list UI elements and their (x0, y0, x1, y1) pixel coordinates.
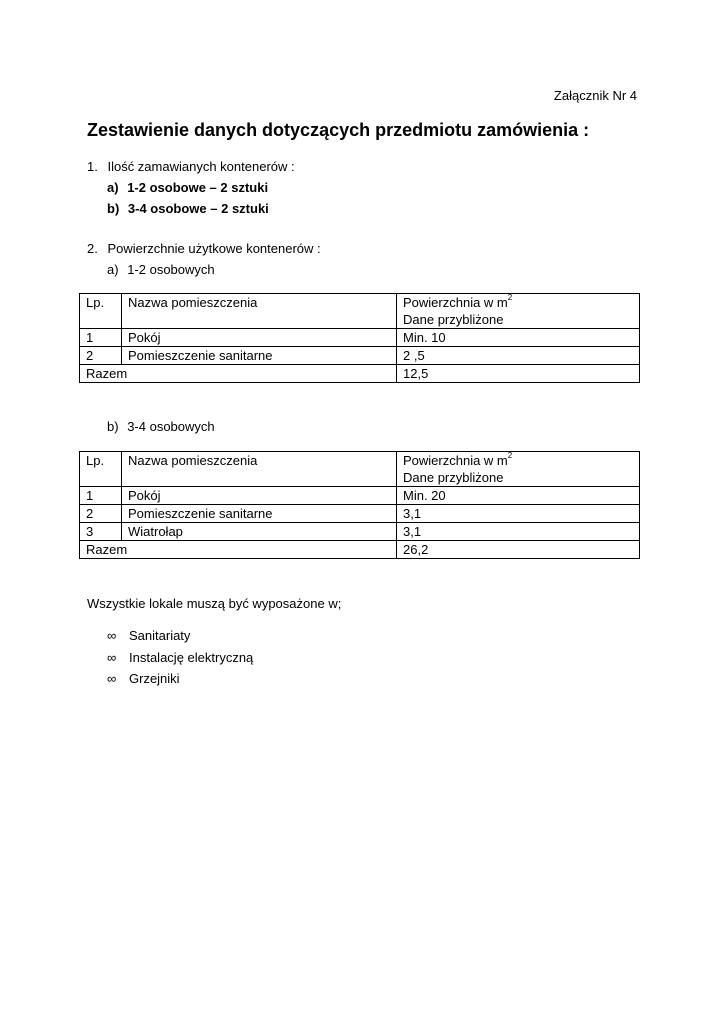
cell-name: Pokój (122, 487, 397, 505)
cell-lp: 2 (80, 505, 122, 523)
total-label: Razem (80, 365, 397, 383)
equipment-item-text: Sanitariaty (129, 628, 191, 643)
section-1-heading (87, 159, 295, 174)
total-label: Razem (80, 541, 397, 559)
cell-area: 3,1 (397, 505, 640, 523)
total-value: 26,2 (397, 541, 640, 559)
document-title: Zestawienie danych dotyczących przedmiotu zamówienia : (87, 120, 590, 140)
area-table-3-4 (79, 451, 640, 559)
cell-name: Pomieszczenie sanitarne (122, 347, 397, 365)
cell-area: Min. 20 (397, 487, 640, 505)
section-1-text: Ilość zamawianych kontenerów : (107, 159, 295, 174)
table-row (80, 523, 640, 541)
list-item-text: 3-4 osobowych (127, 419, 215, 434)
header-area-sup: 2 (507, 451, 513, 460)
cell-name: Wiatrołap (122, 523, 397, 541)
cell-name: Pomieszczenie sanitarne (122, 505, 397, 523)
section-1-item-b (107, 201, 269, 216)
table-total-row (80, 541, 640, 559)
section-1-number: 1. (87, 159, 98, 174)
equipment-item-text: Grzejniki (129, 671, 180, 686)
list-marker: b) (107, 419, 119, 434)
header-area-note: Dane przybliżone (403, 470, 504, 485)
cell-area: Min. 10 (397, 329, 640, 347)
header-name: Nazwa pomieszczenia (122, 294, 397, 329)
annex-label: Załącznik Nr 4 (553, 88, 637, 103)
cell-area: 3,1 (397, 523, 640, 541)
header-area-label: Powierzchnia w m (403, 453, 508, 468)
section-2-text: Powierzchnie użytkowe kontenerów : (107, 241, 321, 256)
equipment-intro: Wszystkie lokale muszą być wyposażone w; (87, 596, 342, 611)
cell-lp: 1 (80, 487, 122, 505)
table-row (80, 487, 640, 505)
cell-name: Pokój (122, 329, 397, 347)
section-2-number: 2. (87, 241, 98, 256)
list-item-text: 1-2 osobowe – 2 sztuki (127, 180, 269, 195)
list-item-text: 1-2 osobowych (127, 262, 215, 277)
table-row (80, 329, 640, 347)
table-row (80, 347, 640, 365)
area-table-1-2 (79, 293, 640, 383)
list-item-text: 3-4 osobowe – 2 sztuki (127, 201, 269, 216)
section-1-item-a (107, 180, 268, 195)
list-marker: a) (107, 180, 119, 195)
cell-lp: 1 (80, 329, 122, 347)
header-lp: Lp. (80, 452, 122, 487)
total-value: 12,5 (397, 365, 640, 383)
header-area-label: Powierzchnia w m (403, 295, 508, 310)
list-marker: a) (107, 262, 119, 277)
infinity-bullet-icon: ∞ (107, 650, 117, 665)
equipment-item (107, 628, 191, 643)
table-header-row (80, 294, 640, 329)
equipment-item (107, 650, 254, 665)
table-header-row (80, 452, 640, 487)
table-row (80, 505, 640, 523)
infinity-bullet-icon: ∞ (107, 628, 117, 643)
header-lp: Lp. (80, 294, 122, 329)
equipment-item (107, 671, 180, 686)
section-2-sub-a (107, 262, 215, 277)
cell-lp: 3 (80, 523, 122, 541)
infinity-bullet-icon: ∞ (107, 671, 117, 686)
header-area (397, 294, 640, 329)
cell-area: 2 ,5 (397, 347, 640, 365)
header-area-sup: 2 (507, 293, 513, 302)
list-marker: b) (107, 201, 120, 216)
header-area-note: Dane przybliżone (403, 312, 504, 327)
header-area (397, 452, 640, 487)
cell-lp: 2 (80, 347, 122, 365)
header-name: Nazwa pomieszczenia (122, 452, 397, 487)
table-total-row (80, 365, 640, 383)
equipment-item-text: Instalację elektryczną (129, 650, 254, 665)
section-2-sub-b (107, 419, 215, 434)
section-2-heading (87, 241, 321, 256)
